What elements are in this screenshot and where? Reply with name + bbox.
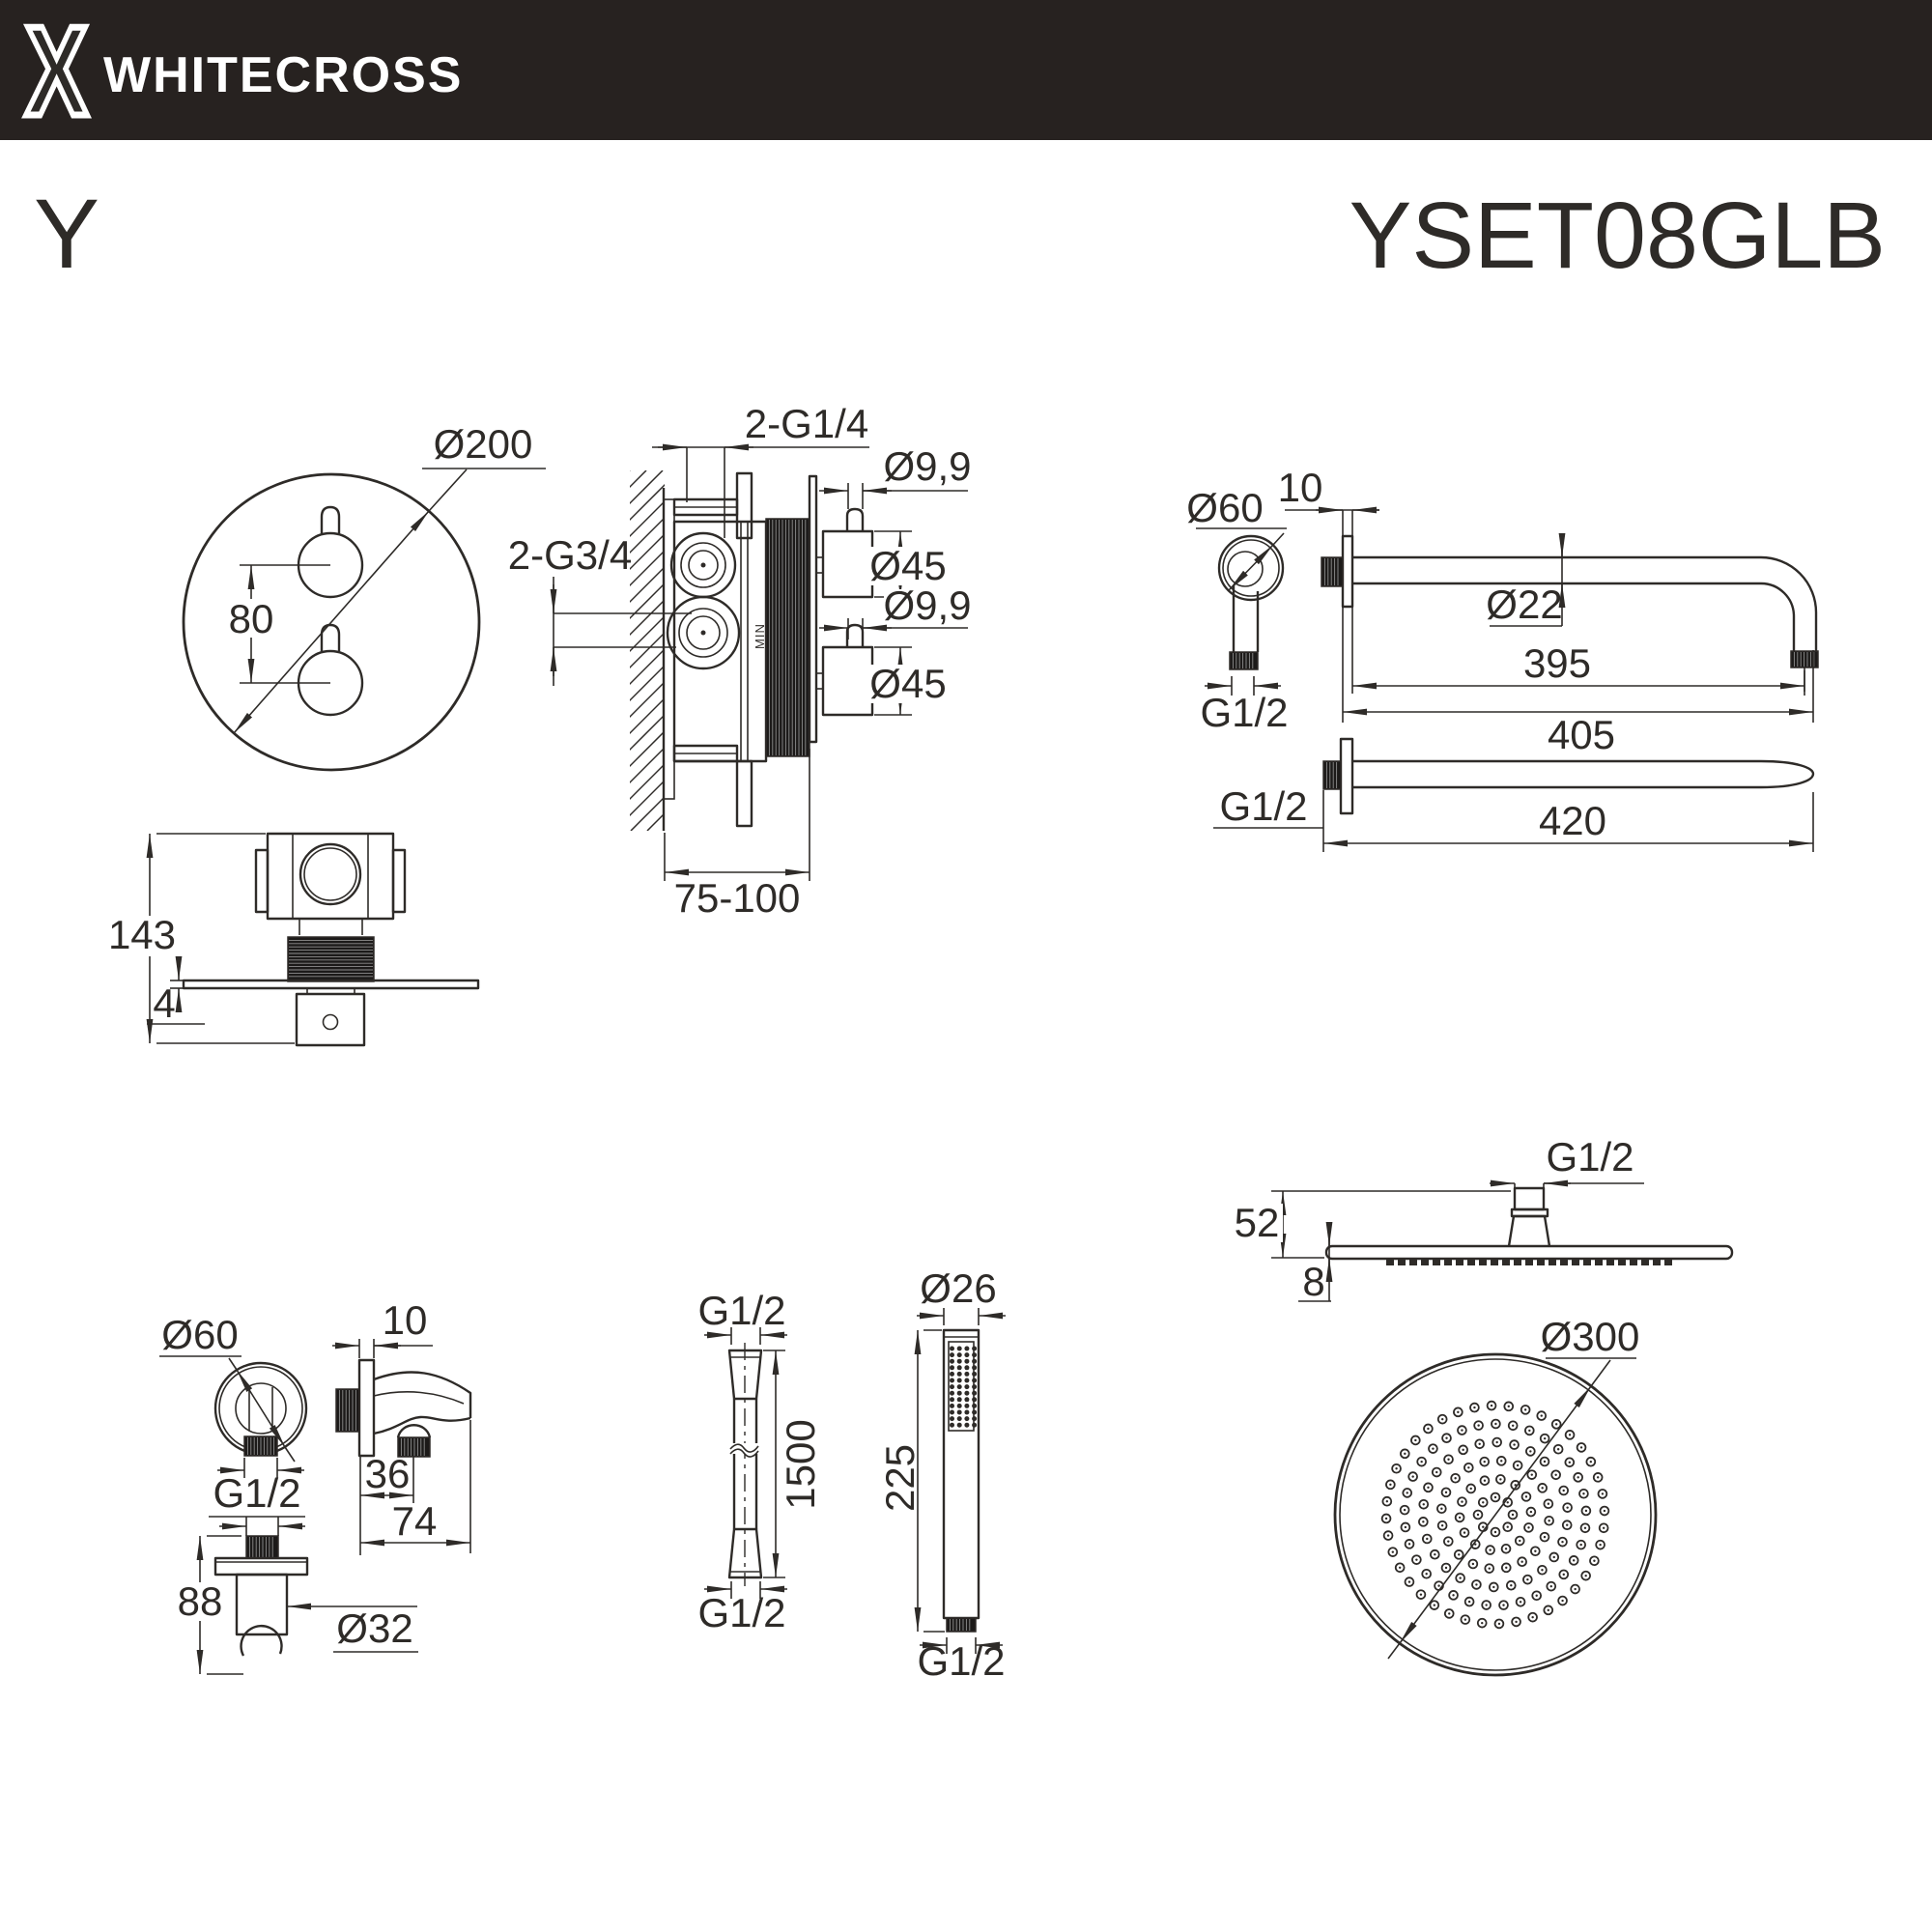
handset-hook: [242, 1626, 282, 1656]
dim-outlet-thread: G1/2: [213, 1470, 301, 1516]
dim-knob-spacing: 80: [228, 596, 274, 641]
dim-hose-length: 1500: [778, 1419, 823, 1510]
wall-hatching: [270, 470, 1024, 831]
handle-base: [297, 994, 364, 1045]
dim-plate-thickness: 4: [153, 980, 176, 1026]
dim-outlet-74: 74: [391, 1498, 438, 1544]
dim-hose-thread-top: G1/2: [697, 1288, 786, 1333]
dim-valve-height: 143: [107, 912, 177, 957]
min-marking: MIN: [753, 623, 767, 649]
dim-head-thread: G1/2: [1546, 1134, 1634, 1179]
x-cross-logo-icon: X: [25, 0, 89, 143]
upper-handle: [823, 531, 872, 597]
trim-plate-edge: [810, 476, 816, 742]
dim-head-height: 52: [1234, 1200, 1280, 1245]
lower-handle: [823, 647, 872, 715]
threaded-sleeve: [766, 519, 810, 756]
wall-outlet-views: [159, 1297, 470, 1674]
head-disc: [1326, 1246, 1732, 1259]
dim-depth-range: 75-100: [673, 875, 801, 921]
dim-faceplate-diameter: Ø200: [433, 421, 533, 467]
brand-logo-text: WHITECROSS: [103, 47, 464, 103]
dim-knob-bottom: Ø45: [869, 661, 947, 706]
dim-handshower-diameter: Ø26: [920, 1265, 997, 1311]
head-side-view: [1233, 1134, 1732, 1304]
dim-straight-thread: G1/2: [1219, 783, 1308, 829]
spray-face-dots: [950, 1347, 977, 1428]
threaded-stem: [288, 937, 374, 981]
dim-arm-plate-thickness: 10: [1277, 465, 1323, 510]
model-number: YSET08GLB: [1349, 183, 1886, 288]
dim-pin-top: Ø9,9: [883, 443, 972, 489]
dim-arm-thread-end: G1/2: [1200, 690, 1289, 735]
arm-wall-plate: [1343, 536, 1352, 607]
dim-pin-bottom: Ø9,9: [883, 582, 972, 628]
valve-bottom-view: [108, 834, 478, 1045]
dim-outlet-plate-thickness: 10: [382, 1297, 428, 1343]
dim-outlet-height: 88: [177, 1578, 223, 1624]
hand-shower-view: [877, 1265, 1006, 1684]
dim-hose-thread-bottom: G1/2: [697, 1590, 786, 1635]
dim-outlet-36: 36: [364, 1451, 411, 1496]
dim-tube-diameter: Ø22: [1486, 582, 1563, 627]
header-bar: [0, 0, 1932, 142]
dim-head-edge: 8: [1302, 1259, 1325, 1304]
dim-length-420: 420: [1538, 798, 1607, 843]
dim-arm-escutcheon: Ø60: [1186, 485, 1264, 530]
dim-handshower-length: 225: [877, 1443, 923, 1513]
dim-length-395: 395: [1522, 640, 1592, 686]
dim-top-ports: 2-G1/4: [744, 401, 869, 446]
dim-outlet-body-diameter: Ø32: [336, 1605, 413, 1651]
shower-arm-views: [1186, 465, 1818, 852]
head-top-view: [1335, 1314, 1656, 1675]
hose-view: [697, 1288, 823, 1635]
dim-handshower-thread: G1/2: [917, 1638, 1006, 1684]
series-title: Y: [34, 179, 100, 289]
dim-length-405: 405: [1547, 712, 1616, 757]
dim-knob-top: Ø45: [869, 543, 947, 588]
dim-outlet-escutcheon: Ø60: [161, 1312, 239, 1357]
dim-head-diameter: Ø300: [1540, 1314, 1640, 1359]
faceplate-front-view: [184, 421, 546, 770]
dim-side-ports: 2-G3/4: [507, 532, 633, 578]
outlet-wall-plate: [359, 1360, 374, 1456]
trim-plate: [184, 980, 478, 988]
valve-section-view: [270, 401, 1024, 921]
